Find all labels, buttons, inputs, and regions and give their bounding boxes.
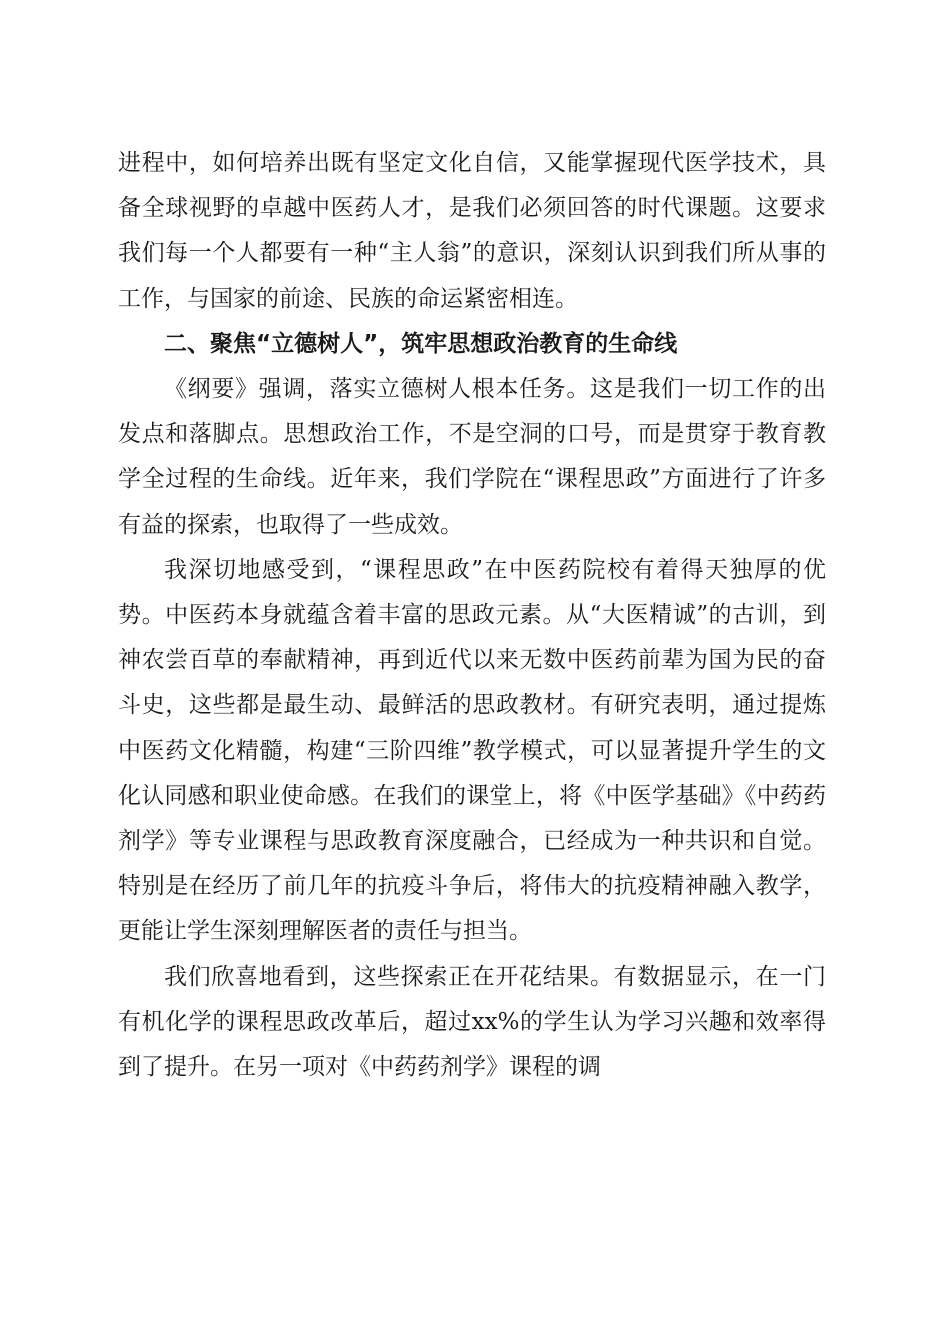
paragraph: 我们欣喜地看到，这些探索正在开花结果。有数据显示，在一门有机化学的课程思政改革后，超过xx%的学生认为学习兴趣和效率得到了提升。在另一项对《中药药剂学》课程的调	[118, 963, 826, 1081]
paragraph: 我深切地感受到，“课程思政”在中医药院校有着得天独厚的优势。中医药本身就蕴含着丰富的思政元素。从“大医精诚”的古训，到神农尝百草的奉献精神，再到近代以来无数中医药前辈为国为民的奋斗史，这些都是最生动、最鲜活的思政教材。有研究表明，通过提炼中医药文化精髓，构建“三阶四维”教学模式，可以显著提升学生的文化认同感和职业使命感。在我们的课堂上，将《中医学基础》《中药药剂学》等专业课程与思政教育深度融合，已经成为一种共识和自觉。特别是在经历了前几年的抗疫斗争后，将伟大的抗疫精神融入教学，更能让学生深刻理解医者的责任与担当。	[118, 556, 826, 945]
document-body	[118, 141, 826, 1090]
paragraph-continued: 进程中，如何培养出既有坚定文化自信，又能掌握现代医学技术，具备全球视野的卓越中医药人才，是我们必须回答的时代课题。这要求我们每一个人都要有一种“主人翁”的意识，深刻认识到我们所从事的工作，与国家的前途、民族的命运紧密相连。	[118, 150, 826, 312]
section-heading: 二、聚焦“立德树人”，筑牢思想政治教育的生命线	[164, 330, 678, 357]
paragraph: 《纲要》强调，落实立德树人根本任务。这是我们一切工作的出发点和落脚点。思想政治工作，不是空洞的口号，而是贯穿于教育教学全过程的生命线。近年来，我们学院在“课程思政”方面进行了许多有益的探索，也取得了一些成效。	[118, 376, 826, 538]
